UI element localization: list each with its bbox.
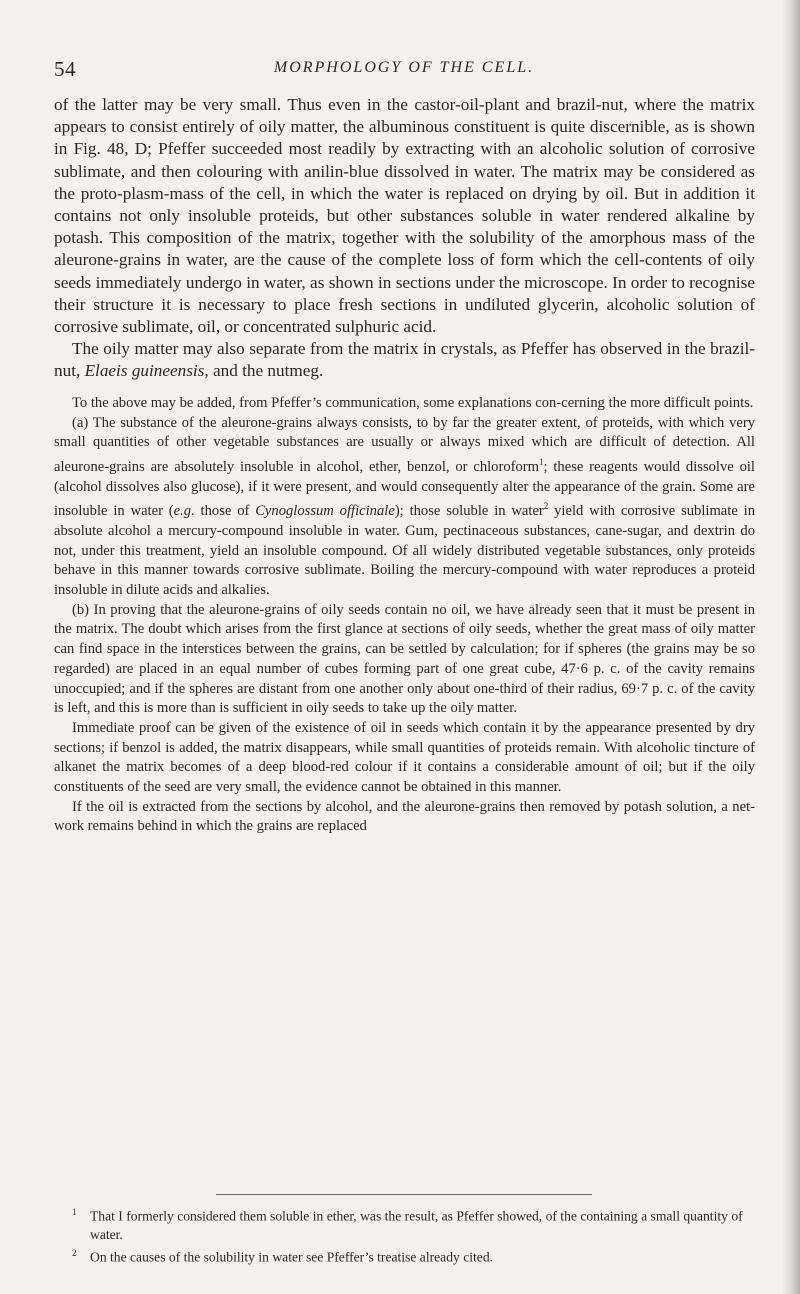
note-a [54,414,755,601]
page-number: 54 [54,57,76,81]
note-d: If the oil is extracted from the sections by alcohol, and the aleurone-grains then removed by potash solution, a net-work remains behind in which the grains are replaced [54,798,755,835]
abbreviation-eg: e.g. [173,503,195,520]
page-header [54,57,754,83]
paragraph-continued: of the latter may be very small. Thus even in the castor-oil-plant and brazil-nut, where the matrix appears to consist entirely of oily matter, the albuminous constituent is quite discernible, as is shown in Fig. 48, D; Pfeffer succeeded most readily by extracting with an alcoholic solution of corrosive sublimate, and then colouring with anilin-blue dissolved in water. The matrix may be considered as the proto-plasm-mass of the cell, in which the water is replaced on drying by oil. But in addition it contains not only insoluble proteids, but other substances soluble in water rendered alkaline by potash. This composition of the matrix, together with the solubility of the amorphous mass of the aleurone-grains in water, are the cause of the complete loss of form which the cell-contents of oily seeds immediately undergo in water, as shown in sections under the microscope. In order to recognise their structure it is necessary to place fresh sections in undiluted glycerin, alcoholic solution of corrosive sublimate, oil, or concentrated sulphuric acid. [54,95,755,337]
footnote-mark: 2 [72,1247,77,1258]
paragraph-oily-matter [54,338,755,382]
footnote-1 [54,1203,755,1244]
footnote-mark: 1 [72,1207,77,1217]
small-print-notes [54,394,755,837]
footnote-rule [216,1194,592,1195]
running-head: MORPHOLOGY OF THE CELL. [273,59,535,76]
footnote-ref-2: 2 [543,501,549,512]
note-text: those of [194,503,256,520]
note-text: ); those soluble in water [394,503,544,520]
paragraph-text: The oily matter may also separate from the matrix in crystals, as Pfeffer has observed in the brazil-nut, [54,339,755,381]
note-text: ; these reagents would dissolve oil (alcohol dissolves also glucose), if it were present, and would consequently alter the appearance of the grain. Some are insoluble in water ( [54,458,755,520]
note-text: yield with corrosive sublimate in absolute alcohol a mercury-compound insoluble in water. Gum, pectinaceous substances, cane-sugar, and dextrin do not, under this treatment, yield an insoluble compound. Of all widely distributed vegetable substances, only proteids behave in this manner towards corrosive sublimate. Boiling the mercury-compound with water reproduces a proteid insoluble in dilute acids and alkalies. [54,503,755,599]
note-b: (b) In proving that the aleurone-grains of oily seeds contain no oil, we have already seen that it must be present in the matrix. The doubt which arises from the first glance at sections of oily seeds, whether the great mass of oily matter can find space in the interstices between the grains, can be settled by calculation; for if spheres (the grains may be so regarded) are placed in an equal number of cubes forming part of one great cube, 47·6 p. c. of the cavity remains unoccupied; and if the spheres are distant from one another only about one-third of their radius, 69·7 p. c. of the cavity is left, and this is more than is sufficient in oily seeds to take up the oily matter. [54,601,755,717]
footnote-2 [54,1244,755,1267]
note-c: Immediate proof can be given of the existence of oil in seeds which contain it by the appearance presented by dry sections; if benzol is added, the matrix disappears, while small quantities of proteids remain. With alcoholic tincture of alkanet the matrix becomes of a deep blood-red colour if it contains a considerable amount of oil; but if the oily constituents of the seed are very small, the evidence cannot be obtained in this manner. [54,719,755,796]
paragraph-text: , and the nutmeg. [204,361,324,381]
footnotes [54,1203,755,1266]
species-name: Cynoglossum officinale [255,503,395,520]
note-text: (a) The substance of the aleurone-grains always consists, to by far the greater extent, of proteids, with which very small quantities of other vegetable substances are usually or always mixed which are difficult of detection. All aleurone-grains are absolutely insoluble in alcohol, ether, benzol, or chloroform [54,414,755,475]
footnote-text: That I formerly considered them soluble in ether, was the result, as Pfeffer showed, of the containing a small quantity of water. [90,1208,743,1242]
note-intro: To the above may be added, from Pfeffer’s communication, some explanations con-cerning the more difficult points. [72,395,754,411]
footnote-text: On the causes of the solubility in water see Pfeffer’s treatise already cited. [90,1249,494,1265]
footnote-ref-1: 1 [539,457,544,468]
species-name: Elaeis guineensis [84,361,205,381]
page-edge-shadow [782,0,800,1294]
main-body-text [54,94,755,383]
